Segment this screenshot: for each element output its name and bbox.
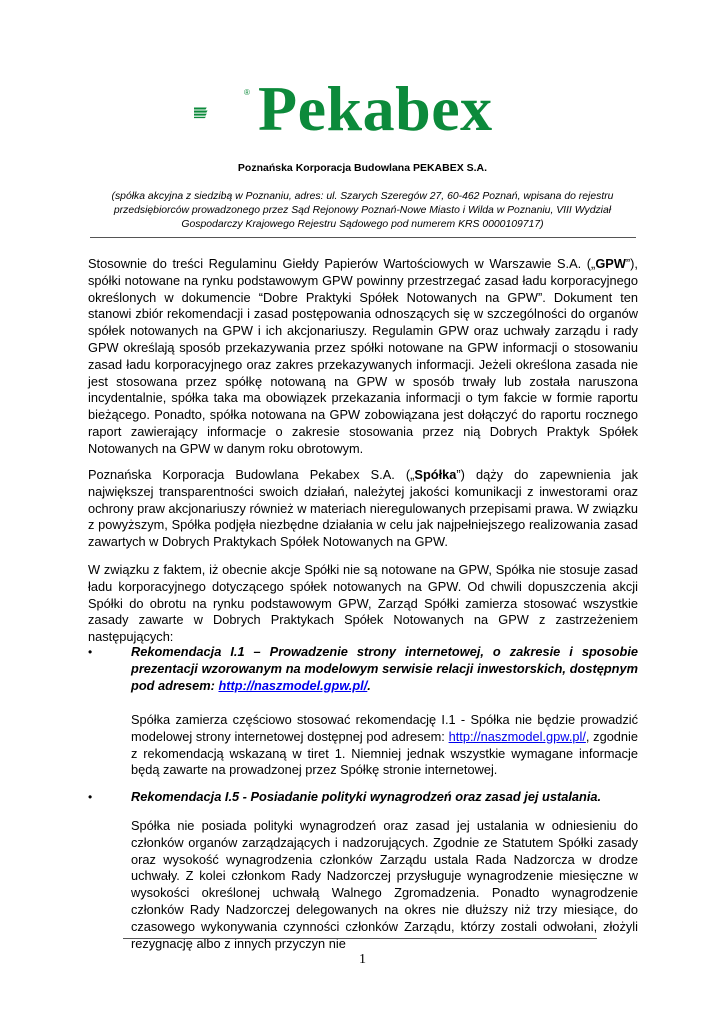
registered-mark: ®: [244, 88, 250, 97]
paragraph-intro: Stosownie do treści Regulaminu Giełdy Papierów Wartościowych w Warszawie S.A. („GPW”), spółki notowane na rynku podstawowym GPW powinny przestrzegać zasad ładu korporacyjnego określonych w dokumencie “Dobre Praktyki Spółek Notowanych na GPW”. Dokument ten stanowi zbiór rekomendacji i zasad postępowania odnoszących się w szczególności do organów spółek notowanych na GPW i ich akcjonariuszy. Regulamin GPW oraz uchwały zarządu i rady GPW określają sposób przekazywania przez spółki notowane na GPW informacji o stosowaniu zasad ładu korporacyjnego oraz zakres przekazywanych informacji. Jeżeli określona zasada nie jest stosowana przez spółkę notowaną na GPW w sposób trwały lub została naruszona incydentalnie, spółka taka ma obowiązek przekazania informacji o tym fakcie w formie raportu bieżącego. Ponadto, spółka notowana na GPW zobowiązana jest dołączyć do raportu rocznego raport zawierający informacje o zakresie stosowania przez nią Dobrych Praktyk Spółek Notowanych na GPW w danym roku obrotowym.: [88, 256, 638, 456]
footer-divider: [123, 938, 597, 939]
rec1-body: Spółka zamierza częściowo stosować rekomendację I.1 - Spółka nie będzie prowadzić modelowej strony internetowej dostępnej pod adresem: http://naszmodel.gpw.pl/, zgodnie z rekomendacją wskazaną w tiret 1. Niemniej jednak wszystkie wymagane informacje będą zawarte na prowadzonej przez Spółkę stronie internetowej.: [131, 712, 638, 778]
bullet-rec1: •: [88, 645, 93, 659]
paragraph-company: Poznańska Korporacja Budowlana Pekabex S.A. („Spółka”) dąży do zapewnienia jak największej transparentności swoich działań, należytej jakości komunikacji z inwestorami oraz ochrony praw akcjonariuszy również w materiach nieregulowanych przepisami prawa. W związku z powyższym, Spółka podjęła niezbędne działania w celu jak najpełniejszego realizowania zasad zawartych w Dobrych Praktykach Spółek Notowanych na GPW.: [88, 467, 638, 550]
rec1-body-link[interactable]: http://naszmodel.gpw.pl/: [448, 728, 586, 744]
page-number: 1: [359, 952, 366, 967]
rec1-title: Rekomendacja I.1 – Prowadzenie strony internetowej, o zakresie i sposobie prezentacji wzorowanym na modelowym serwisie relacji inwestorskich, dostępnym pod adresem: http://naszmodel.gpw.pl/.: [131, 644, 638, 693]
rec1-title-link[interactable]: http://naszmodel.gpw.pl/: [218, 677, 368, 693]
paragraph-exceptions: W związku z faktem, iż obecnie akcje Spółki nie są notowane na GPW, Spółka nie stosuje zasad ładu korporacyjnego dotyczącego spółek notowanych na GPW. Od chwili dopuszczenia akcji Spółki do obrotu na rynku podstawowym GPW, Zarząd Spółki zamierza stosować wszystkie zasady zawarte w Dobrych Praktykach Spółek Notowanych na GPW z zastrzeżeniem następujących:: [88, 562, 638, 645]
logo-wordmark: Pekabex: [258, 73, 493, 144]
bullet-rec2: •: [88, 790, 93, 804]
rec2-body: Spółka nie posiada polityki wynagrodzeń oraz zasad jej ustalania w odniesieniu do członków organów zarządzających i nadzorujących. Zgodnie ze Statutem Spółki zasady oraz wysokość wynagrodzenia członków Zarządu ustala Rada Nadzorcza w drodze uchwały. Z kolei członkom Rady Nadzorczej przysługuje wynagrodzenie miesięczne w wysokości określonej uchwałą Walnego Zgromadzenia. Ponadto wynagrodzenie członków Rady Nadzorczej delegowanych na okres nie dłuższy niż trzy miesiące, do czasowego wykonywania czynności członków Zarządu, którzy zostali odwołani, złożyli rezygnację albo z innych przyczyn nie: [131, 818, 638, 951]
pekabex-logo-stripes: [194, 86, 264, 140]
rec2-title: Rekomendacja I.5 - Posiadanie polityki wynagrodzeń oraz zasad jej ustalania.: [131, 789, 602, 804]
header-divider: [90, 237, 636, 238]
company-description: (spółka akcyjna z siedzibą w Poznaniu, adres: ul. Szarych Szeregów 27, 60-462 Poznań, wpisana do rejestru przedsiębiorców prowadzonego przez Sąd Rejonowy Poznań-Nowe Miasto i Wilda w Poznaniu, VIII Wydział Gospodarczy Krajowego Rejestru Sądowego pod numerem KRS 0000109717): [111, 191, 614, 230]
company-name: Poznańska Korporacja Budowlana PEKABEX S.A.: [237, 162, 488, 174]
